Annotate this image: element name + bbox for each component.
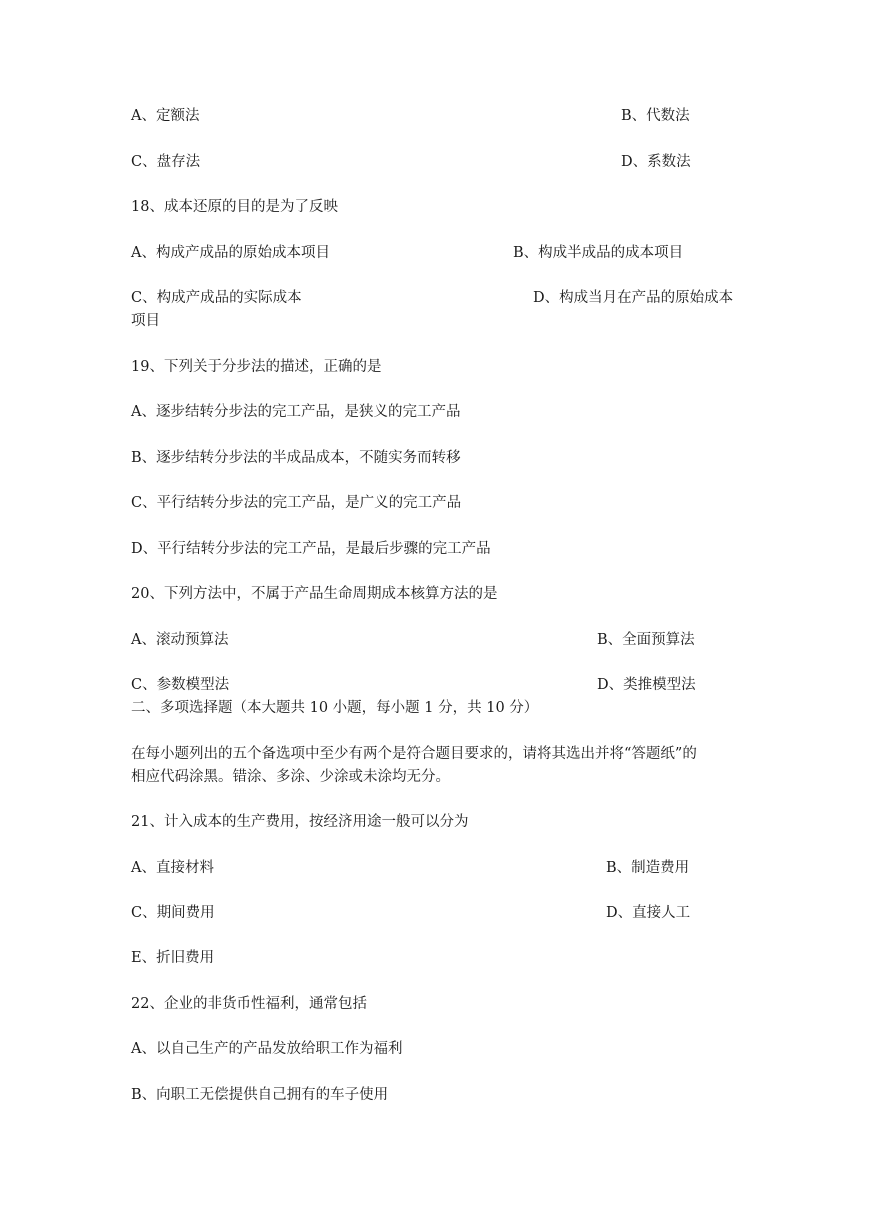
q17-option-c: C、盘存法 [131,154,201,170]
q21-option-e: E、折旧费用 [131,950,215,966]
q17-option-a: A、定额法 [131,108,200,124]
q21-option-d: D、直接人工 [606,905,691,921]
q20-option-c: C、参数模型法 [131,677,230,693]
q18-stem: 18、成本还原的目的是为了反映 [131,199,338,215]
q18-option-d-wrap: 项目 [131,313,160,329]
q19-option-d: D、平行结转分步法的完工产品，是最后步骤的完工产品 [131,541,491,557]
q19-stem: 19、下列关于分步法的描述，正确的是 [131,359,382,375]
q21-option-a: A、直接材料 [131,860,214,876]
section2-instruction-line2: 相应代码涂黑。错涂、多涂、少涂或未涂均无分。 [131,769,450,785]
q20-option-b: B、全面预算法 [597,632,695,648]
q17-option-d: D、系数法 [621,154,691,170]
q19-option-c: C、平行结转分步法的完工产品，是广义的完工产品 [131,495,462,511]
q17-option-b: B、代数法 [621,108,690,124]
section2-instruction-line1: 在每小题列出的五个备选项中至少有两个是符合题目要求的，请将其选出并将“答题纸”的 [131,746,697,762]
q20-stem: 20、下列方法中，不属于产品生命周期成本核算方法的是 [131,586,498,602]
q22-option-b: B、向职工无偿提供自己拥有的车子使用 [131,1087,389,1103]
q20-option-d: D、类推模型法 [597,677,696,693]
q19-option-a: A、逐步结转分步法的完工产品，是狭义的完工产品 [131,404,461,420]
q21-option-b: B、制造费用 [606,860,690,876]
q18-option-a: A、构成产成品的原始成本项目 [131,245,330,261]
q18-option-b: B、构成半成品的成本项目 [513,245,684,261]
q22-stem: 22、企业的非货币性福利，通常包括 [131,996,367,1012]
q20-option-a: A、滚动预算法 [131,632,229,648]
q18-option-c: C、构成产成品的实际成本 [131,290,302,306]
q18-option-d: D、构成当月在产品的原始成本 [533,290,734,306]
q22-option-a: A、以自己生产的产品发放给职工作为福利 [131,1041,403,1057]
q19-option-b: B、逐步结转分步法的半成品成本，不随实务而转移 [131,450,461,466]
section2-heading: 二、多项选择题（本大题共 10 小题，每小题 1 分，共 10 分） [131,700,539,716]
q21-option-c: C、期间费用 [131,905,215,921]
q21-stem: 21、计入成本的生产费用，按经济用途一般可以分为 [131,814,469,830]
